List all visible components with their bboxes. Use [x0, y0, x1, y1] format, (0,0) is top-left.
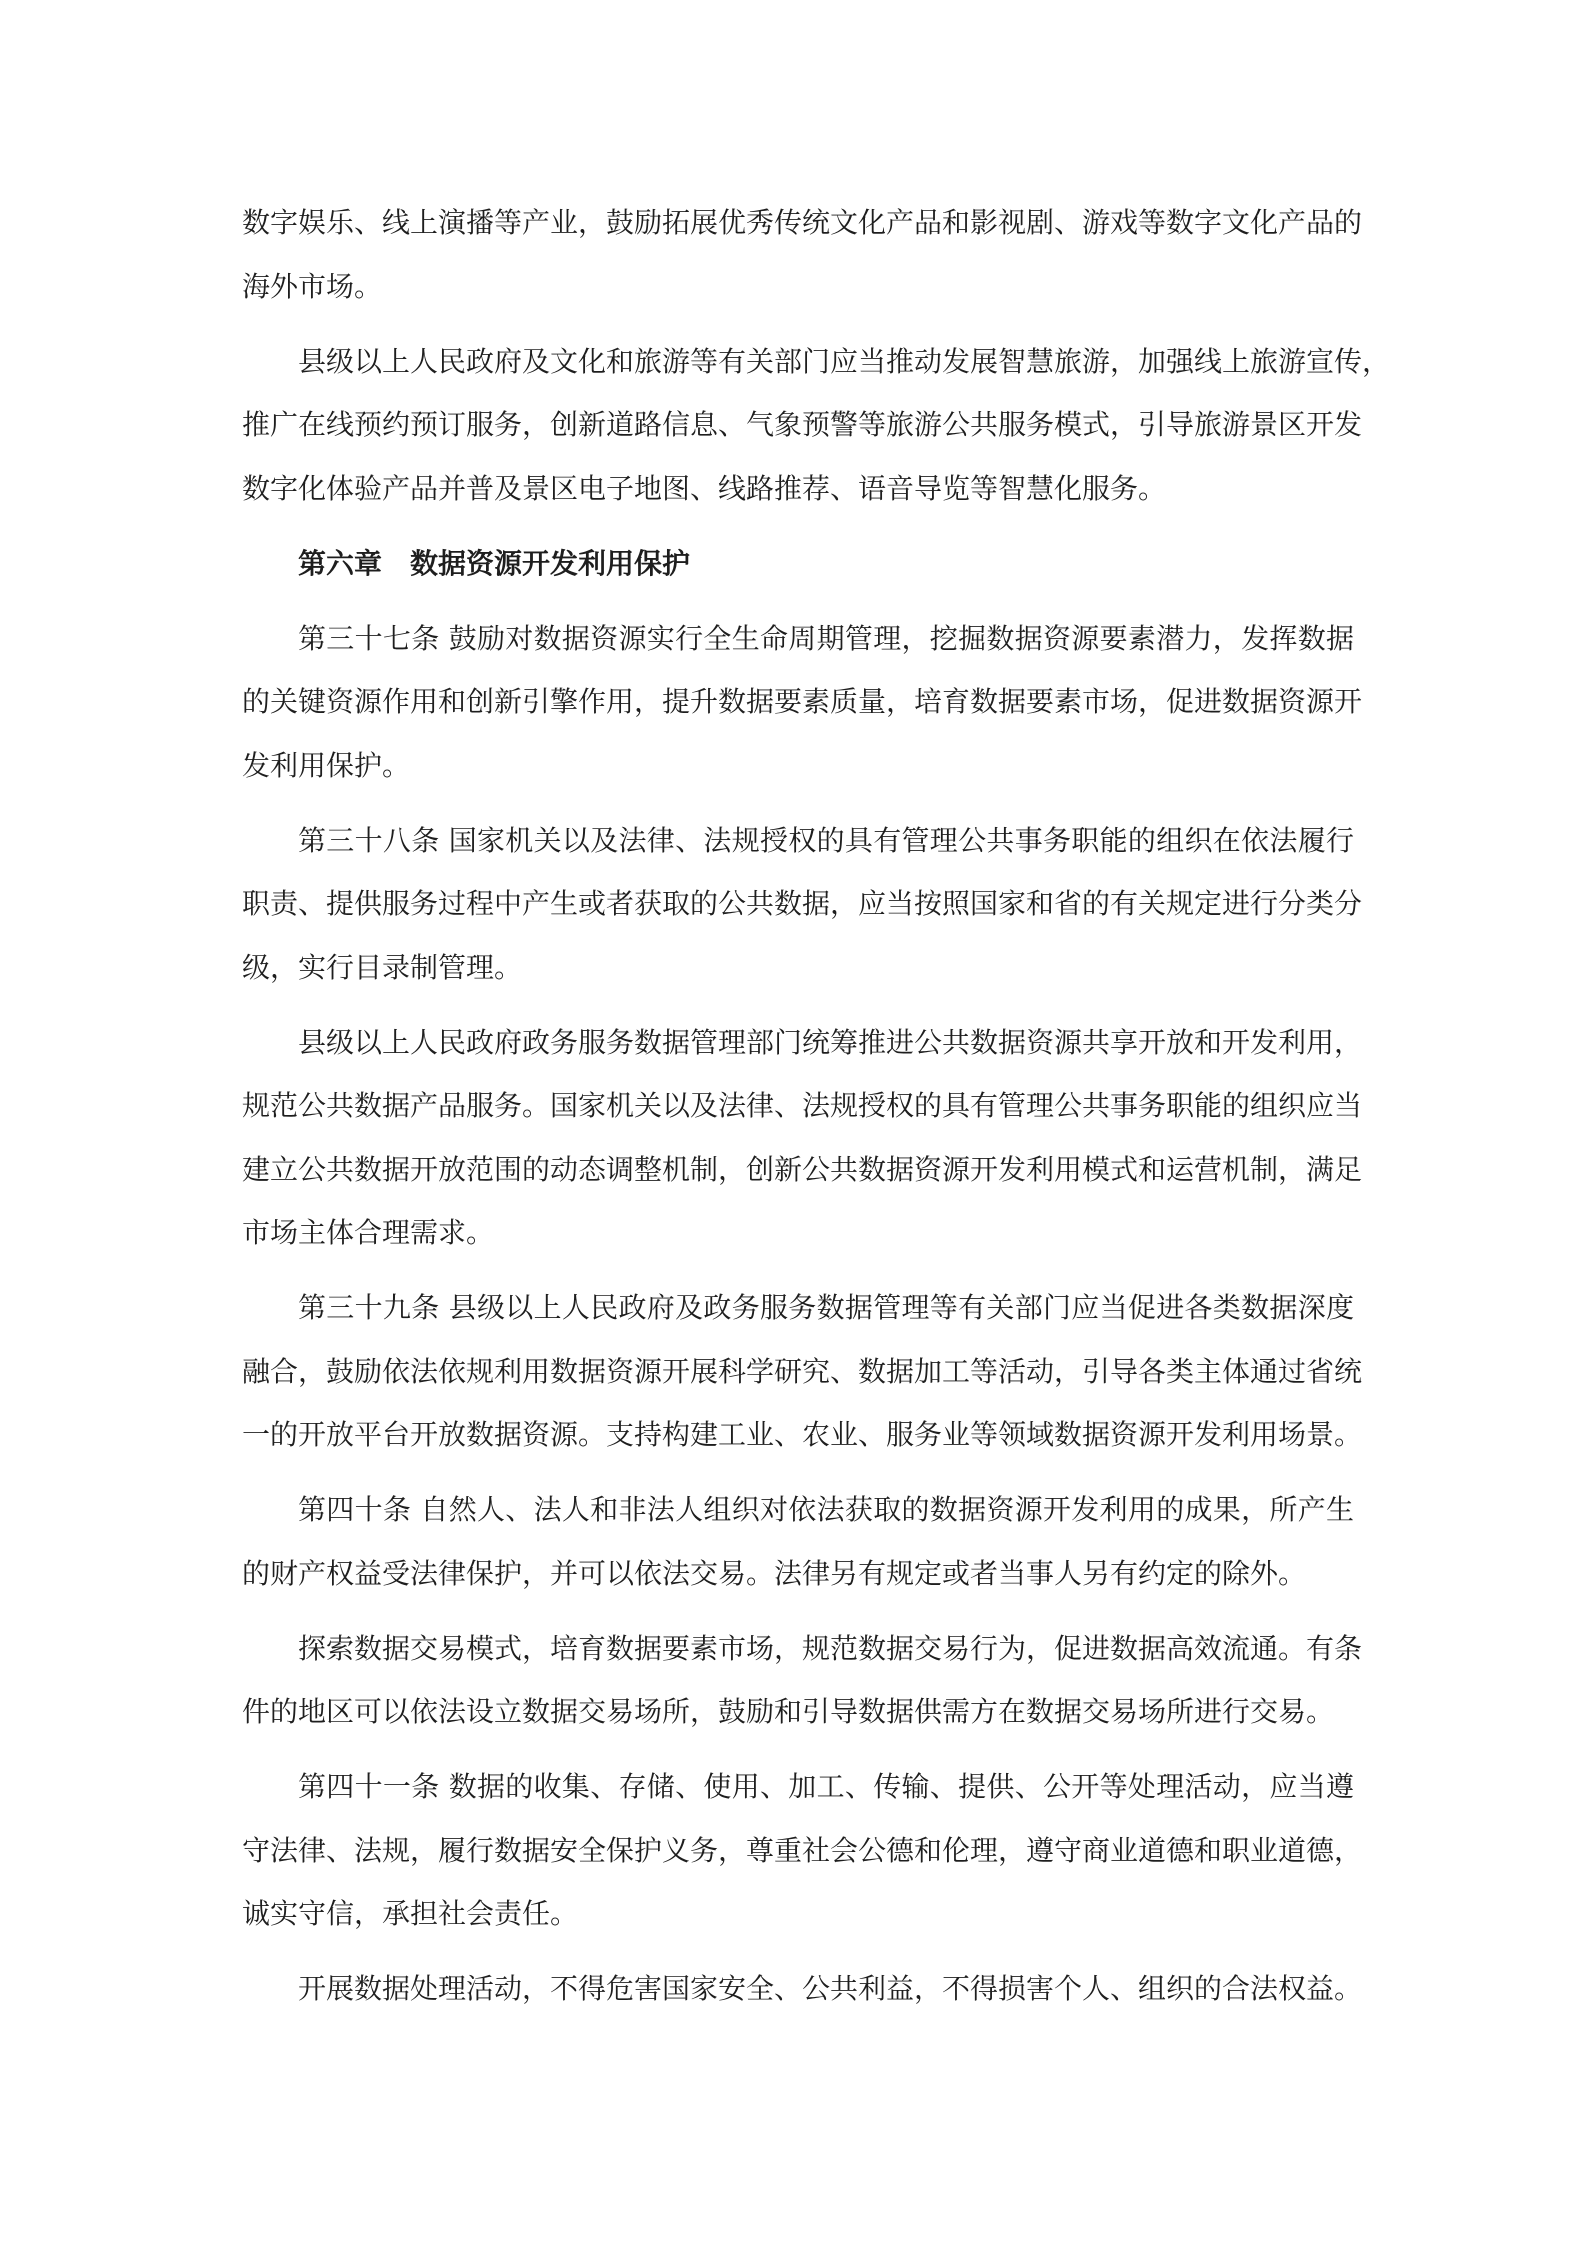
- paragraph: [242, 1755, 1363, 1946]
- text-line: 海外市场。: [242, 269, 383, 303]
- text-line: 推广在线预约预订服务，创新道路信息、气象预警等旅游公共服务模式，引导旅游景区开发: [242, 408, 1363, 441]
- paragraph: [242, 1957, 1363, 2021]
- text-line: 探索数据交易模式，培育数据要素市场，规范数据交易行为，促进数据高效流通。有条: [298, 1631, 1363, 1665]
- text-line: 第四十一条 数据的收集、存储、使用、加工、传输、提供、公开等处理活动，应当遵: [298, 1770, 1354, 1803]
- text-line: 的关键资源作用和创新引擎作用，提升数据要素质量，培育数据要素市场，促进数据资源开: [242, 685, 1363, 718]
- paragraph: [242, 1011, 1363, 1265]
- paragraph: [242, 1478, 1354, 1605]
- text-line: 建立公共数据开放范围的动态调整机制，创新公共数据资源开发利用模式和运营机制，满足: [242, 1152, 1363, 1186]
- text-line: 发利用保护。: [242, 748, 411, 782]
- text-line: 县级以上人民政府政务服务数据管理部门统筹推进公共数据资源共享开放和开发利用，: [298, 1025, 1363, 1059]
- text-line: 诚实守信，承担社会责任。: [242, 1897, 579, 1930]
- text-line: 的财产权益受法律保护，并可以依法交易。法律另有规定或者当事人另有约定的除外。: [242, 1556, 1307, 1590]
- text-line: 数字化体验产品并普及景区电子地图、线路推荐、语音导览等智慧化服务。: [242, 471, 1167, 505]
- text-line: 件的地区可以依法设立数据交易场所，鼓励和引导数据供需方在数据交易场所进行交易。: [242, 1695, 1335, 1728]
- text-line: 第四十条 自然人、法人和非法人组织对依法获取的数据资源开发利用的成果，所产生: [298, 1493, 1354, 1526]
- text-line: 规范公共数据产品服务。国家机关以及法律、法规授权的具有管理公共事务职能的组织应当: [242, 1089, 1363, 1122]
- text-line: 第六章 数据资源开发利用保护: [298, 546, 691, 580]
- text-line: 第三十七条 鼓励对数据资源实行全生命周期管理，挖掘数据资源要素潜力，发挥数据: [298, 621, 1354, 655]
- text-line: 数字娱乐、线上演播等产业，鼓励拓展优秀传统文化产品和影视剧、游戏等数字文化产品的: [242, 206, 1363, 239]
- chapter-heading: [242, 532, 1354, 596]
- paragraph: [242, 607, 1363, 798]
- text-line: 职责、提供服务过程中产生或者获取的公共数据，应当按照国家和省的有关规定进行分类分: [242, 887, 1363, 920]
- text-line: 级，实行目录制管理。: [242, 950, 523, 984]
- document-page: [242, 191, 1391, 2032]
- paragraph: [242, 330, 1391, 521]
- paragraph: [242, 809, 1363, 1000]
- text-line: 第三十九条 县级以上人民政府及政务服务数据管理等有关部门应当促进各类数据深度: [298, 1291, 1354, 1324]
- text-line: 守法律、法规，履行数据安全保护义务，尊重社会公德和伦理，遵守商业道德和职业道德，: [242, 1833, 1363, 1867]
- text-line: 开展数据处理活动，不得危害国家安全、公共利益，不得损害个人、组织的合法权益。: [298, 1972, 1363, 2005]
- paragraph: [242, 191, 1363, 318]
- text-line: 融合，鼓励依法依规利用数据资源开展科学研究、数据加工等活动，引导各类主体通过省统: [242, 1354, 1363, 1388]
- paragraph: [242, 1276, 1363, 1467]
- paragraph: [242, 1617, 1363, 1744]
- text-line: 县级以上人民政府及文化和旅游等有关部门应当推动发展智慧旅游，加强线上旅游宣传，: [298, 344, 1391, 378]
- text-line: 市场主体合理需求。: [242, 1216, 495, 1249]
- text-line: 第三十八条 国家机关以及法律、法规授权的具有管理公共事务职能的组织在依法履行: [298, 823, 1354, 857]
- text-line: 一的开放平台开放数据资源。支持构建工业、农业、服务业等领域数据资源开发利用场景。: [242, 1418, 1363, 1451]
